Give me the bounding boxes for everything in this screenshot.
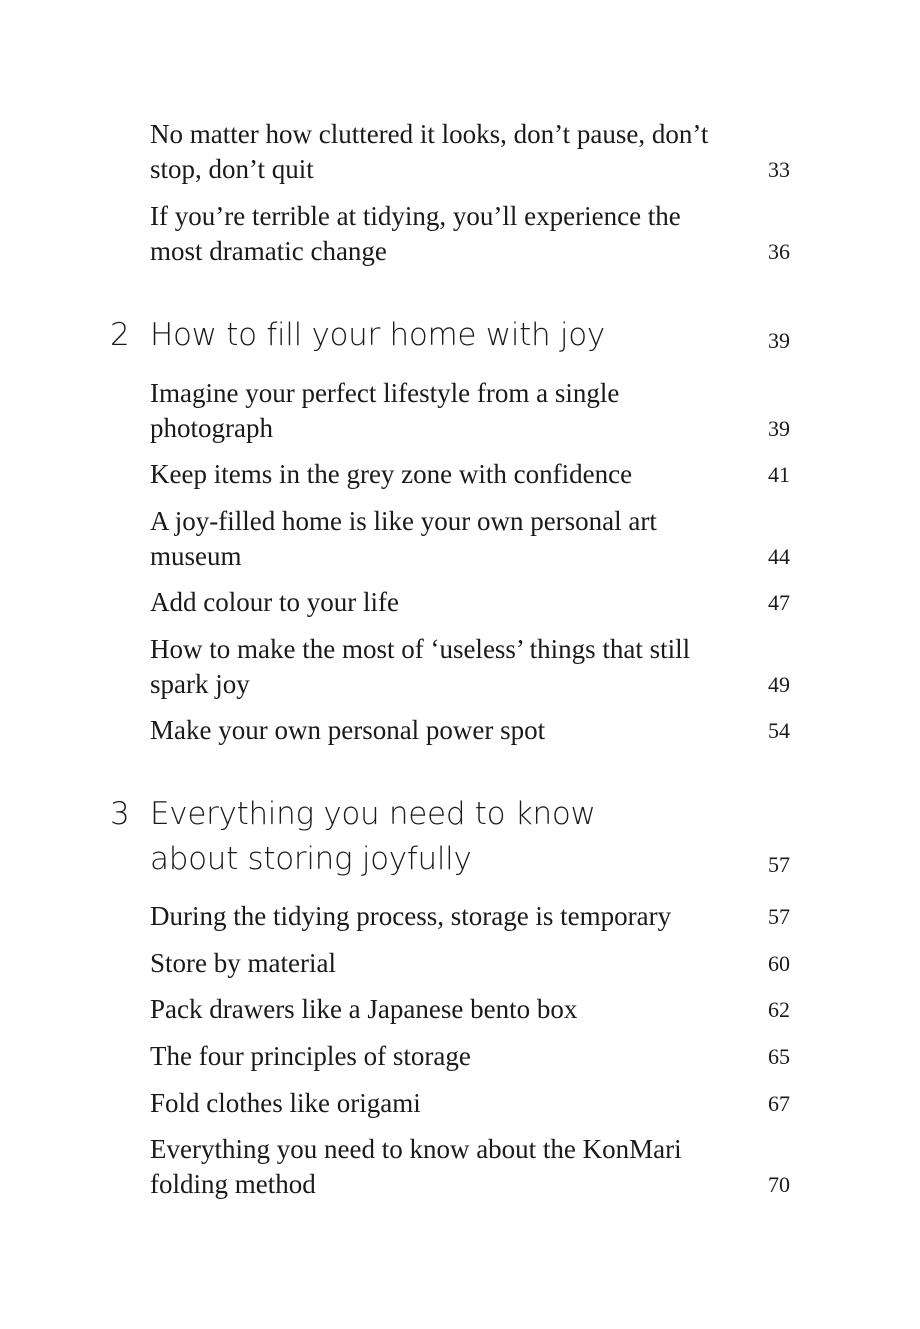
toc-entry-page: 60 bbox=[768, 951, 790, 976]
toc-entry-title: Add colour to your life bbox=[150, 587, 399, 617]
toc-entry-page: 36 bbox=[768, 239, 790, 264]
toc-entry bbox=[150, 117, 790, 187]
toc-entry bbox=[150, 585, 790, 620]
toc-entry-page: 65 bbox=[768, 1044, 790, 1069]
toc-entry-page: 67 bbox=[768, 1091, 790, 1116]
toc-entry-page: 44 bbox=[768, 544, 790, 569]
toc-entry bbox=[150, 992, 790, 1027]
toc-entry-title: No matter how cluttered it looks, don’t pause, don’t stop, don’t quit bbox=[150, 119, 709, 184]
toc-entry bbox=[150, 1132, 790, 1202]
toc-entry-page: 54 bbox=[768, 718, 790, 743]
chapter-number: 3 bbox=[110, 796, 130, 832]
toc-entry-title: Pack drawers like a Japanese bento box bbox=[150, 994, 578, 1024]
chapter-page: 39 bbox=[768, 328, 790, 353]
chapter-title: Everything you need to know about storing joyfully bbox=[150, 796, 596, 877]
toc-entry-page: 41 bbox=[768, 462, 790, 487]
toc-entry bbox=[150, 713, 790, 748]
chapter-heading bbox=[110, 792, 790, 882]
toc-entry-title: Fold clothes like origami bbox=[150, 1088, 421, 1118]
toc-entry-title: During the tidying process, storage is temporary bbox=[150, 901, 672, 931]
toc-entry-title: If you’re terrible at tidying, you’ll experience the most dramatic change bbox=[150, 201, 681, 266]
toc-entry-page: 47 bbox=[768, 590, 790, 615]
toc-entry-page: 70 bbox=[768, 1172, 790, 1197]
toc-entry-title: Keep items in the grey zone with confidence bbox=[150, 459, 633, 489]
toc-entry bbox=[150, 1039, 790, 1074]
toc-entry-title: Everything you need to know about the KonMari folding method bbox=[150, 1134, 682, 1199]
chapter-page: 57 bbox=[768, 852, 790, 877]
toc-entry bbox=[150, 376, 790, 446]
toc-entry-title: How to make the most of ‘useless’ things that still spark joy bbox=[150, 634, 691, 699]
toc-entry bbox=[150, 504, 790, 574]
toc-entry bbox=[150, 199, 790, 269]
toc-entry-page: 62 bbox=[768, 997, 790, 1022]
toc-entry-title: Store by material bbox=[150, 948, 336, 978]
toc-entry-title: Make your own personal power spot bbox=[150, 715, 546, 745]
toc-entry-page: 49 bbox=[768, 672, 790, 697]
toc-entry-title: The four principles of storage bbox=[150, 1041, 471, 1071]
toc-entry bbox=[150, 899, 790, 934]
toc-entry bbox=[150, 457, 790, 492]
toc-entry-page: 33 bbox=[768, 157, 790, 182]
chapter-title: How to fill your home with joy bbox=[150, 317, 605, 353]
chapter-number: 2 bbox=[110, 317, 130, 353]
toc-entry-title: Imagine your perfect lifestyle from a single photograph bbox=[150, 378, 620, 443]
toc-entry bbox=[150, 946, 790, 981]
toc-entry bbox=[150, 1086, 790, 1121]
toc-entry-title: A joy-filled home is like your own personal art museum bbox=[150, 506, 657, 571]
toc-entry bbox=[150, 632, 790, 702]
chapter-heading bbox=[110, 313, 790, 358]
toc-entry-page: 57 bbox=[768, 904, 790, 929]
toc-entry-page: 39 bbox=[768, 416, 790, 441]
